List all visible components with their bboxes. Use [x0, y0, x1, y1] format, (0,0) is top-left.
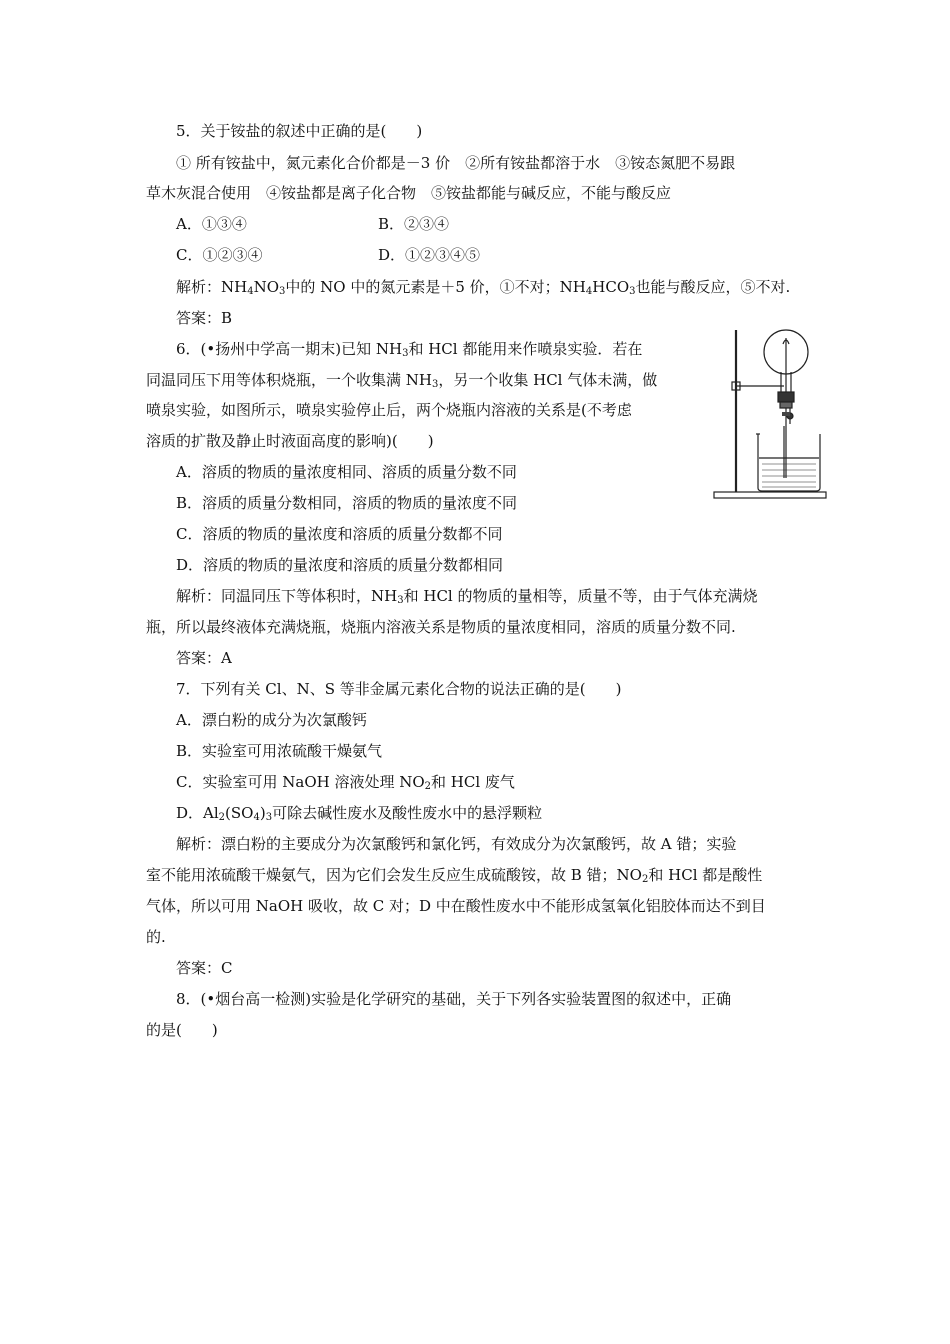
q6-stem-line1: 6．(•扬州中学高一期末)已知 $NH_3$和 HCl 都能用来作喷泉实验．若在 — [176, 340, 643, 359]
q5-option-c: C．①②③④ — [176, 246, 263, 264]
q6-explanation-line1: 解析：同温同压下等体积时，$NH_3$和 HCl 的物质的量相等，质量不等，由于气体充满烧 — [176, 587, 758, 606]
q6-explanation-line2: 瓶，所以最终液体充满烧瓶，烧瓶内溶液关系是物质的量浓度相同，溶质的质量分数不同. — [146, 618, 736, 636]
q5-answer: 答案：B — [176, 309, 233, 327]
q7-explanation-line4: 的. — [146, 928, 166, 946]
q7-option-c: C．实验室可用 NaOH 溶液处理 $NO_2$和 HCl 废气 — [176, 773, 515, 792]
q6-option-b: B．溶质的质量分数相同，溶质的物质的量浓度不同 — [176, 494, 518, 512]
q5-statement-line2: 草木灰混合使用 ④铵盐都是离子化合物 ⑤铵盐都能与碱反应，不能与酸反应 — [146, 184, 672, 202]
q6-option-c: C．溶质的物质的量浓度和溶质的质量分数都不同 — [176, 525, 503, 543]
q7-explanation-line3: 气体，所以可用 NaOH 吸收，故 C 对；D 中在酸性废水中不能形成氢氧化铝胶体而达不到目 — [146, 897, 766, 915]
q6-stem-line4: 溶质的扩散及静止时液面高度的影响)( ) — [146, 432, 434, 450]
q7-option-a: A．漂白粉的成分为次氯酸钙 — [176, 711, 367, 729]
q6-stem-line3: 喷泉实验，如图所示，喷泉实验停止后，两个烧瓶内溶液的关系是(不考虑 — [146, 401, 632, 419]
q7-answer: 答案：C — [176, 959, 233, 977]
q5-stem: 5．关于铵盐的叙述中正确的是( ) — [176, 122, 423, 140]
q7-option-d: D．$Al_2(SO_4)_3$可除去碱性废水及酸性废水中的悬浮颗粒 — [176, 804, 543, 823]
q8-stem-line1: 8．(•烟台高一检测)实验是化学研究的基础，关于下列各实验装置图的叙述中，正确 — [176, 990, 732, 1008]
q7-stem: 7．下列有关 Cl、N、S 等非金属元素化合物的说法正确的是( ) — [176, 680, 622, 698]
q5-explanation: 解析：$NH_4NO_3$中的 NO 中的氮元素是＋5 价，①不对；$NH_4HCO_3$也能与酸反应，⑤不对. — [176, 278, 791, 297]
rubber-stopper — [778, 392, 794, 402]
beaker — [758, 434, 820, 491]
fountain-apparatus-figure — [712, 326, 832, 504]
q8-stem-line2: 的是( ) — [146, 1021, 218, 1039]
q7-option-b: B．实验室可用浓硫酸干燥氨气 — [176, 742, 383, 760]
q7-explanation-line1: 解析：漂白粉的主要成分为次氯酸钙和氯化钙，有效成分为次氯酸钙，故 A 错；实验 — [176, 835, 737, 853]
q6-option-a: A．溶质的物质的量浓度相同、溶质的质量分数不同 — [176, 463, 517, 481]
q5-statement-line1: ① 所有铵盐中，氮元素化合价都是－3 价 ②所有铵盐都溶于水 ③铵态氮肥不易跟 — [176, 154, 736, 172]
stand-base — [714, 492, 826, 498]
q6-answer: 答案：A — [176, 649, 232, 667]
q5-option-b: B．②③④ — [378, 215, 450, 233]
q7-explanation-line2: 室不能用浓硫酸干燥氨气，因为它们会发生反应生成硫酸铵，故 B 错；$NO_2$和 HCl 都是酸性 — [146, 866, 763, 885]
q5-option-d: D．①②③④⑤ — [378, 246, 481, 264]
q5-option-a: A．①③④ — [176, 215, 247, 233]
q6-option-d: D．溶质的物质的量浓度和溶质的质量分数都相同 — [176, 556, 504, 574]
q6-stem-line2: 同温同压下用等体积烧瓶，一个收集满 $NH_3$，另一个收集 HCl 气体未满，做 — [146, 371, 658, 390]
